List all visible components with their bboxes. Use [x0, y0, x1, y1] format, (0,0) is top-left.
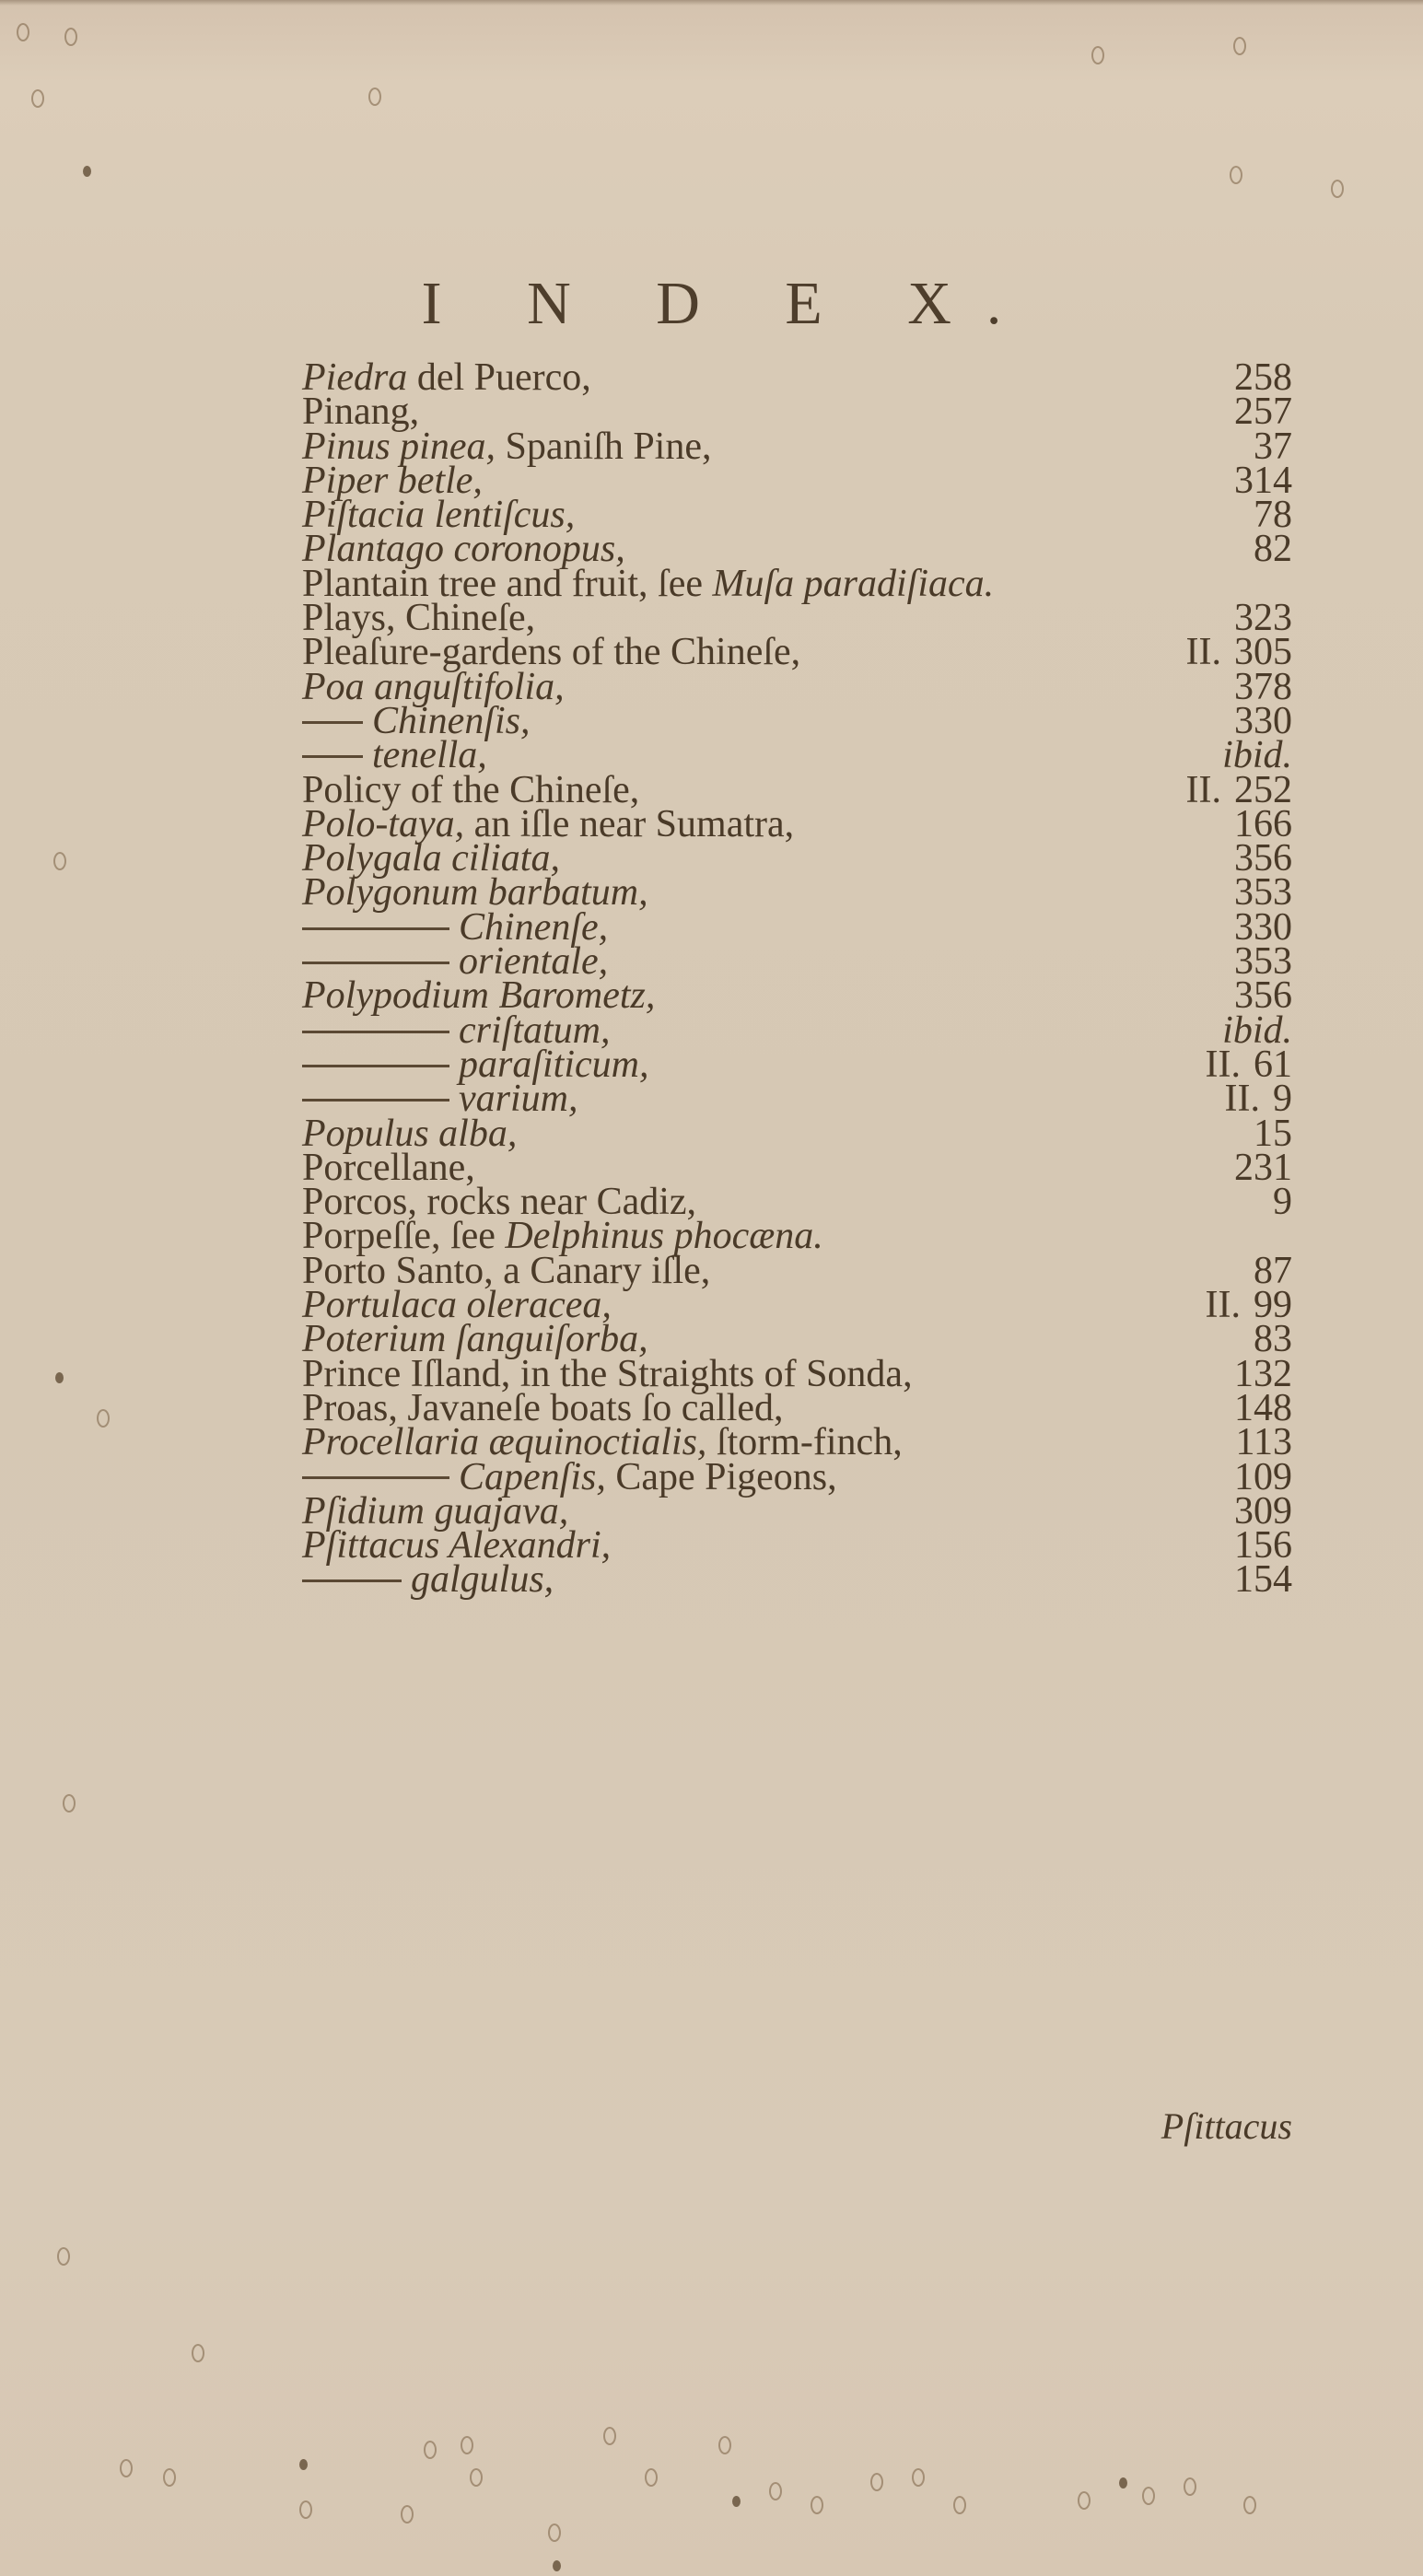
page-number: 61	[1254, 1043, 1292, 1086]
entry-text: Polygala ciliata,	[302, 837, 560, 880]
entry-text: orientale,	[459, 940, 609, 984]
entry-text: Prince Iſland, in the Straights of Sonda,	[302, 1352, 913, 1395]
foxing-spot	[97, 1409, 110, 1428]
index-entry	[302, 1558, 1292, 1602]
entry-text: Plantago coronopus,	[302, 528, 625, 571]
entry-text: Polo-taya,	[302, 802, 465, 845]
ditto-dash	[302, 1099, 449, 1102]
foxing-spot	[553, 2560, 561, 2571]
entry-text: tenella,	[372, 734, 487, 777]
foxing-spot	[1119, 2477, 1127, 2489]
ditto-dash	[302, 927, 449, 930]
foxing-spot	[53, 852, 66, 870]
page-number: 330	[1234, 699, 1292, 742]
foxing-spot	[299, 2500, 312, 2519]
entry-text: Porcellane,	[302, 1146, 475, 1189]
entry-text: Piper betle,	[302, 459, 483, 502]
page-number: 132	[1234, 1352, 1292, 1395]
entry-text: criſtatum,	[459, 1008, 611, 1052]
foxing-spot	[718, 2436, 731, 2454]
entry-text: Cape Pigeons,	[605, 1455, 837, 1498]
page-number: 154	[1234, 1558, 1292, 1602]
entry-text: paraſiticum,	[459, 1043, 649, 1086]
entry-text: Polypodium Barometz,	[302, 974, 656, 1018]
page-number: 83	[1254, 1318, 1292, 1361]
foxing-spot	[1184, 2477, 1196, 2496]
entry-text: Pinus pinea,	[302, 425, 496, 468]
ditto-dash	[302, 962, 449, 964]
foxing-spot	[17, 23, 29, 41]
foxing-spot	[811, 2496, 823, 2514]
foxing-spot	[1243, 2496, 1256, 2514]
foxing-spot	[368, 87, 381, 106]
page-number: 330	[1234, 905, 1292, 949]
foxing-spot	[120, 2459, 133, 2477]
foxing-spot	[870, 2473, 883, 2491]
ditto-dash	[302, 1476, 449, 1479]
ditto-dash	[302, 1031, 449, 1033]
ditto-dash	[302, 1579, 402, 1582]
volume-number: II.	[1205, 1043, 1241, 1086]
entry-reference	[1234, 1558, 1292, 1602]
entry-text: Portulaca oleracea,	[302, 1284, 612, 1327]
entry-text: Pinang,	[302, 390, 420, 434]
entry-reference	[1254, 528, 1292, 571]
entry-text: Spaniſh Pine,	[495, 425, 712, 468]
page-number: 231	[1234, 1146, 1292, 1189]
entry-text: varium,	[459, 1078, 578, 1121]
entry-text: Pſittacus Alexandri,	[302, 1524, 612, 1568]
page-number: 314	[1234, 459, 1292, 502]
entry-text: Porto Santo, a Canary iſle,	[302, 1249, 711, 1292]
entry-text: del Puerco,	[407, 356, 591, 399]
entry-text: Piedra	[302, 356, 408, 399]
page-number: 309	[1234, 1489, 1292, 1533]
page-number: 257	[1234, 390, 1292, 434]
entry-text: Poa anguſtifolia,	[302, 665, 565, 708]
volume-number: II.	[1185, 768, 1221, 811]
page-number: 156	[1234, 1524, 1292, 1568]
page-number: 9	[1273, 1181, 1292, 1224]
page-number: 113	[1235, 1421, 1292, 1464]
page-number: 9	[1273, 1078, 1292, 1121]
entry-text: Plays, Chineſe,	[302, 597, 536, 640]
entry-text: Pleaſure-gardens of the Chineſe,	[302, 631, 801, 674]
foxing-spot	[1233, 37, 1246, 55]
foxing-spot	[1142, 2487, 1155, 2505]
volume-number: II.	[1185, 631, 1221, 674]
foxing-spot	[769, 2482, 782, 2500]
entry-text: Poterium ſanguiſorba,	[302, 1318, 648, 1361]
index-entry	[302, 871, 1292, 915]
page-number: 252	[1234, 768, 1292, 811]
entry-text: Chinenſis,	[372, 699, 531, 742]
foxing-spot	[461, 2436, 473, 2454]
entry-text: Piſtacia lentiſcus,	[302, 494, 576, 537]
foxing-spot	[1331, 180, 1344, 198]
foxing-spot	[299, 2459, 308, 2470]
foxing-spot	[55, 1372, 64, 1383]
index-entry	[302, 1008, 1292, 1052]
foxing-spot	[603, 2427, 616, 2445]
index-entry	[302, 356, 1292, 399]
foxing-spot	[63, 1794, 76, 1813]
page-number: 305	[1234, 631, 1292, 674]
page-number: 323	[1234, 597, 1292, 640]
foxing-spot	[912, 2468, 925, 2487]
page-number: 353	[1234, 940, 1292, 984]
foxing-spot	[645, 2468, 658, 2487]
page-number: 378	[1234, 665, 1292, 708]
foxing-spot	[83, 166, 91, 177]
entry-text: Proas, Javaneſe boats ſo called,	[302, 1386, 784, 1429]
page-number: ibid.	[1222, 1008, 1292, 1052]
page-number: 109	[1234, 1455, 1292, 1498]
entry-text: Porcos, rocks near Cadiz,	[302, 1181, 697, 1224]
page-number: 37	[1254, 425, 1292, 468]
foxing-spot	[424, 2441, 437, 2459]
foxing-spot	[31, 89, 44, 108]
foxing-spot	[1091, 46, 1104, 64]
entry-text: Plantain tree and fruit, ſee	[302, 562, 713, 605]
index-entries	[302, 356, 1292, 1602]
entry-text: Policy of the Chineſe,	[302, 768, 640, 811]
foxing-spot	[64, 28, 77, 46]
ditto-dash	[302, 755, 363, 758]
index-entry	[302, 1043, 1292, 1086]
entry-text: ſtorm-finch,	[706, 1421, 903, 1464]
foxing-spot	[1078, 2491, 1091, 2510]
catchword: Pſittacus	[1161, 2105, 1292, 2147]
entry-text: Polygonum barbatum,	[302, 871, 648, 915]
page-number: 148	[1234, 1386, 1292, 1429]
page-number: 356	[1234, 974, 1292, 1018]
page-number: 353	[1234, 871, 1292, 915]
foxing-spot	[548, 2524, 561, 2542]
ditto-dash	[302, 721, 363, 724]
foxing-spot	[953, 2496, 966, 2514]
entry-text: Delphinus phocæna.	[505, 1215, 823, 1258]
page-number: 356	[1234, 837, 1292, 880]
foxing-spot	[192, 2344, 204, 2362]
entry-text: Procellaria æquinoctialis,	[302, 1421, 707, 1464]
entry-text: Pſidium guajava,	[302, 1489, 569, 1533]
page-number: 15	[1254, 1112, 1292, 1155]
page-title: I N D E X.	[421, 270, 1037, 337]
foxing-spot	[470, 2468, 483, 2487]
page-number: 258	[1234, 356, 1292, 399]
entry-text: galgulus,	[411, 1558, 554, 1602]
volume-number: II.	[1224, 1078, 1260, 1121]
foxing-spot	[163, 2468, 176, 2487]
foxing-spot	[401, 2505, 414, 2524]
foxing-spot	[732, 2496, 741, 2507]
entry-text: Populus alba,	[302, 1112, 518, 1155]
entry-term	[302, 1558, 554, 1602]
index-entry	[302, 974, 1292, 1018]
index-entry	[302, 905, 1292, 949]
page-number: 99	[1254, 1284, 1292, 1327]
entry-text: Porpeſſe, ſee	[302, 1215, 506, 1258]
page-number: 82	[1254, 528, 1292, 571]
ditto-dash	[302, 1065, 449, 1067]
foxing-spot	[57, 2247, 70, 2266]
entry-text: Capenſis,	[459, 1455, 606, 1498]
entry-text: Chinenſe,	[459, 905, 609, 949]
entry-reference	[1273, 1181, 1292, 1224]
page-number: 166	[1234, 802, 1292, 845]
foxing-spot	[1230, 166, 1242, 184]
page-number: 87	[1254, 1249, 1292, 1292]
page-number: 78	[1254, 494, 1292, 537]
entry-text: Muſa paradiſiaca.	[712, 562, 995, 605]
entry-text: an iſle near Sumatra,	[464, 802, 795, 845]
volume-number: II.	[1205, 1284, 1241, 1327]
page-number: ibid.	[1222, 734, 1292, 777]
